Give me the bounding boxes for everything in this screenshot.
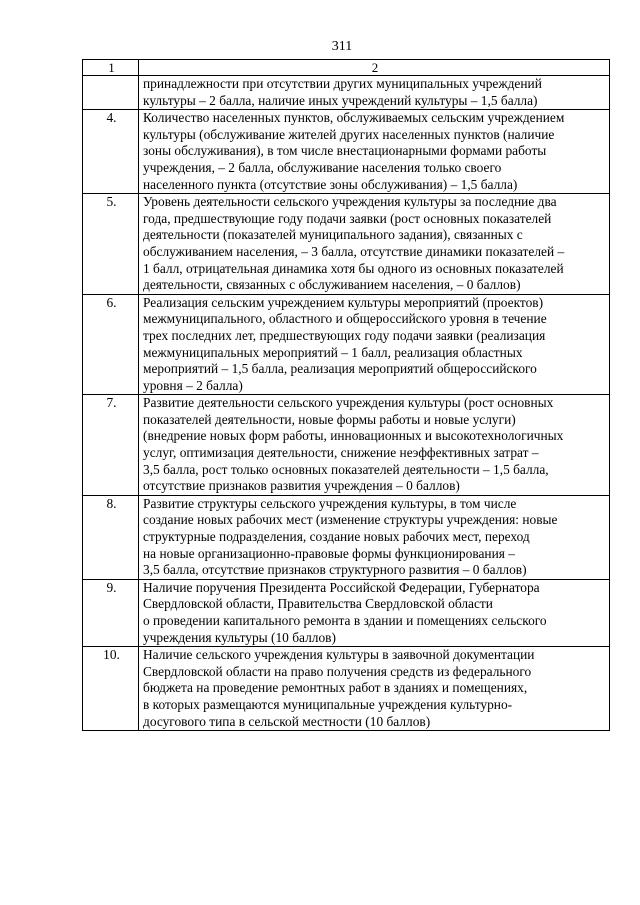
row-number: 10.	[83, 647, 139, 731]
text-line: на новые организационно-правовые формы функционирования –	[143, 545, 515, 561]
table-row	[83, 76, 610, 110]
row-criterion-text	[139, 194, 610, 295]
table-header-row	[83, 60, 610, 76]
text-line: показателей деятельности, новые формы работы и новые услуги)	[143, 411, 516, 427]
text-line: Количество населенных пунктов, обслуживаемых сельским учреждением	[143, 110, 565, 126]
text-line: Свердловской области, Правительства Свердловской области	[143, 596, 493, 612]
text-line: учреждения, – 2 балла, обслуживание населения только своего	[143, 159, 502, 175]
text-line: населенного пункта (отсутствие зоны обслуживания) – 1,5 балла)	[143, 176, 518, 192]
text-line: 3,5 балла, отсутствие признаков структурного развития – 0 баллов)	[143, 562, 527, 578]
text-line: 3,5 балла, рост только основных показателей деятельности – 1,5 балла,	[143, 461, 549, 477]
criteria-table	[82, 59, 610, 731]
text-line: года, предшествующие году подачи заявки (рост основных показателей	[143, 210, 552, 226]
row-criterion-text	[139, 395, 610, 496]
row-number: 9.	[83, 579, 139, 646]
row-criterion-text	[139, 495, 610, 579]
criteria-table-body	[83, 60, 610, 731]
text-line: отсутствие признаков развития учреждения – 0 баллов)	[143, 478, 460, 494]
text-line: (внедрение новых форм работы, инновационных и высокотехнологичных	[143, 428, 564, 444]
table-row	[83, 294, 610, 395]
column-header-criterion: 2	[139, 60, 610, 76]
text-line: учреждения культуры (10 баллов)	[143, 629, 336, 645]
column-header-number: 1	[83, 60, 139, 76]
text-line: мероприятий – 1,5 балла, реализация мероприятий общероссийского	[143, 361, 537, 377]
page-number: 311	[331, 39, 353, 54]
row-criterion-text	[139, 294, 610, 395]
row-criterion-text	[139, 647, 610, 731]
text-line: Наличие поручения Президента Российской Федерации, Губернатора	[143, 579, 540, 595]
text-line: культуры (обслуживание жителей других населенных пунктов (наличие	[143, 126, 555, 142]
row-number	[83, 76, 139, 110]
table-row	[83, 579, 610, 646]
table-row	[83, 647, 610, 731]
row-number: 5.	[83, 194, 139, 295]
row-number: 4.	[83, 110, 139, 194]
text-line: деятельности, связанных с обслуживанием населения, – 0 баллов)	[143, 277, 521, 293]
text-line: межмуниципального, областного и общероссийского уровня в течение	[143, 311, 547, 327]
table-row	[83, 395, 610, 496]
text-line: создание новых рабочих мест (изменение структуры учреждения: новые	[143, 512, 558, 528]
text-line: обслуживанием населения, – 3 балла, отсутствие динамики показателей –	[143, 243, 565, 259]
text-line: Развитие структуры сельского учреждения культуры, в том числе	[143, 495, 517, 511]
row-number: 7.	[83, 395, 139, 496]
text-line: Уровень деятельности сельского учреждения культуры за последние два	[143, 194, 557, 210]
text-line: структурные подразделения, создание новых рабочих мест, переход	[143, 529, 530, 545]
text-line: культуры – 2 балла, наличие иных учреждений культуры – 1,5 балла)	[143, 92, 538, 108]
row-criterion-text	[139, 76, 610, 110]
text-line: Развитие деятельности сельского учреждения культуры (рост основных	[143, 395, 554, 411]
table-row	[83, 194, 610, 295]
text-line: услуг, оптимизация деятельности, снижение неэффективных затрат –	[143, 445, 539, 461]
text-line: бюджета на проведение ремонтных работ в зданиях и помещениях,	[143, 680, 528, 696]
table-row	[83, 495, 610, 579]
text-line: трех последних лет, предшествующих году подачи заявки (реализация	[143, 327, 546, 343]
text-line: Реализация сельским учреждением культуры мероприятий (проектов)	[143, 294, 544, 310]
table-row	[83, 110, 610, 194]
text-line: Свердловской области на право получения средств из федерального	[143, 663, 532, 679]
row-number: 6.	[83, 294, 139, 395]
text-line: о проведении капитального ремонта в здании и помещениях сельского	[143, 613, 547, 628]
text-line: уровня – 2 балла)	[143, 377, 243, 393]
row-criterion-text	[139, 110, 610, 194]
text-line: Наличие сельского учреждения культуры в заявочной документации	[143, 647, 535, 663]
text-line: в которых размещаются муниципальные учреждения культурно-	[143, 696, 513, 712]
text-line: межмуниципальных мероприятий – 1 балл, реализация областных	[143, 344, 523, 360]
text-line: принадлежности при отсутствии других муниципальных учреждений	[143, 76, 542, 91]
text-line: 1 балл, отрицательная динамика хотя бы одного из основных показателей	[143, 260, 564, 276]
row-criterion-text	[139, 579, 610, 646]
row-number: 8.	[83, 495, 139, 579]
text-line: деятельности (показателей муниципального задания), связанных с	[143, 227, 523, 243]
text-line: зоны обслуживания), в том числе внестационарными формами работы	[143, 143, 547, 159]
text-line: досугового типа в сельской местности (10 баллов)	[143, 713, 431, 729]
